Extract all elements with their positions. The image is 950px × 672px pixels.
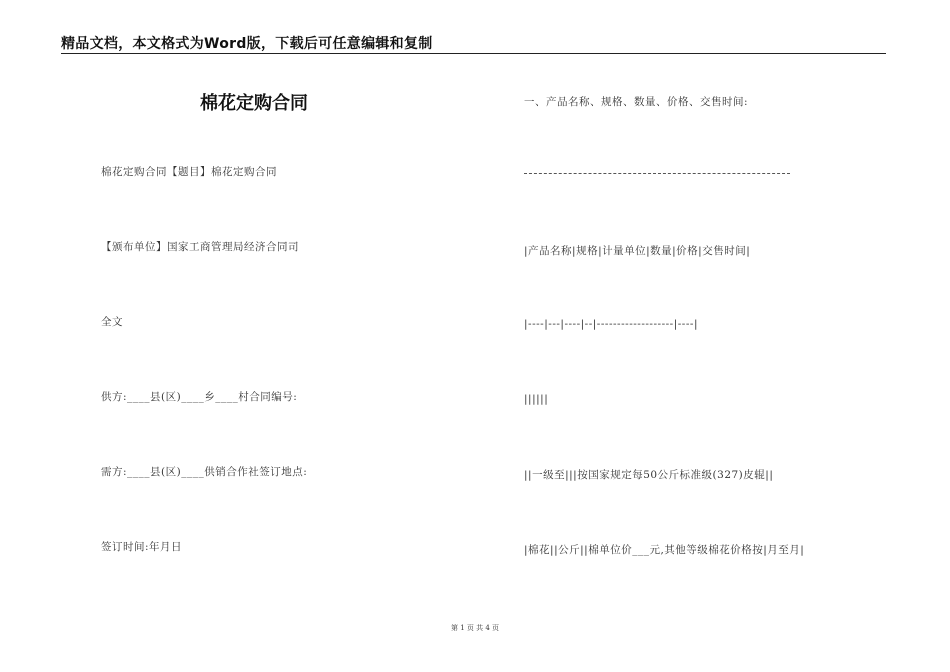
document-title: 棉花定购合同	[200, 93, 308, 114]
table-header-row: |产品名称|规格|计量单位|数量|价格|交售时间|	[524, 245, 751, 257]
contract-title-line: 棉花定购合同【题目】棉花定购合同	[101, 166, 277, 178]
page-footer: 第 1 页 共 4 页	[450, 624, 500, 632]
table-rule-row: |----|---|----|--|-------------------|----|	[524, 318, 698, 330]
section-one-heading: 一、产品名称、规格、数量、价格、交售时间:	[524, 96, 749, 108]
signing-date-line: 签订时间:年月日	[101, 541, 183, 553]
table-empty-row: ||||||	[524, 393, 549, 405]
document-header-notice: 精品文档，本文格式为Word版，下载后可任意编辑和复制	[61, 36, 433, 52]
issuing-authority-line: 【颁布单位】国家工商管理局经济合同司	[101, 241, 299, 253]
supplier-line: 供方:____县(区)____乡____村合同编号:	[101, 391, 298, 403]
table-grade-row: ||一级至|||按国家规定每50公斤标准级(327)皮辊||	[524, 469, 774, 481]
buyer-line: 需方:____县(区)____供销合作社签订地点:	[101, 466, 308, 478]
dashed-separator	[524, 173, 790, 174]
table-cotton-row: |棉花||公斤||棉单位价___元,其他等级棉花价格按|月至月|	[524, 544, 805, 556]
header-divider	[61, 53, 886, 54]
full-text-label: 全文	[101, 316, 123, 328]
